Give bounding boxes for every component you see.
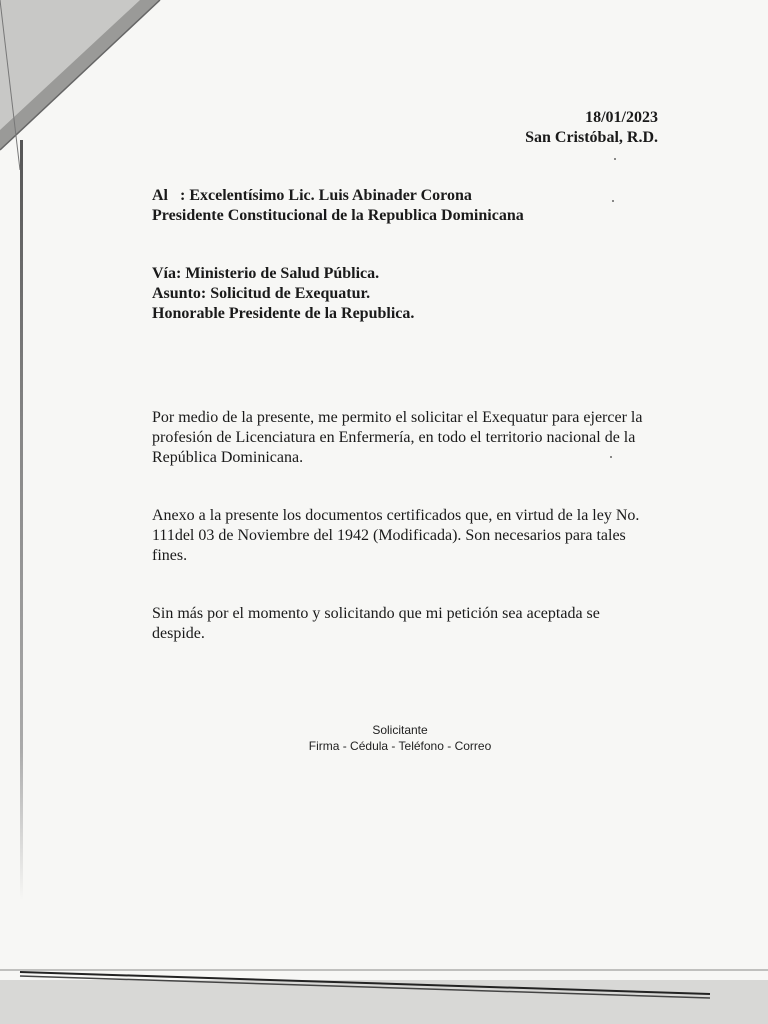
recipient-label: Al [152,187,168,204]
paragraph-line: Sin más por el momento y solicitando que mi petición sea aceptada se [152,605,600,622]
recipient-block [152,186,524,226]
recipient-line [152,186,524,206]
recipient-title: Presidente Constitucional de la Republica Dominicana [152,207,524,224]
letter-location: San Cristóbal, R.D. [525,129,658,146]
body-paragraph-1 [152,408,662,468]
folded-corner-artifact [0,0,200,170]
signature-title: Solicitante [372,723,428,737]
signature-block [250,722,550,754]
recipient-name: : Excelentísimo Lic. Luis Abinader Corona [180,187,472,204]
via-line: Vía: Ministerio de Salud Pública. [152,265,380,282]
salutation: Honorable Presidente de la Republica. [152,305,415,322]
paragraph-line: fines. [152,547,188,564]
paragraph-line: Por medio de la presente, me permito el solicitar el Exequatur para ejercer la [152,409,643,426]
subject-line: Asunto: Solicitud de Exequatur. [152,285,371,302]
body-paragraph-2 [152,506,662,566]
letter-date: 18/01/2023 [585,109,658,126]
signature-fields: Firma - Cédula - Teléfono - Correo [308,739,492,753]
subject-block [152,264,414,324]
paragraph-line: Anexo a la presente los documentos certificados que, en virtud de la ley No. [152,507,640,524]
body-paragraph-3 [152,604,662,644]
paragraph-line: República Dominicana. [152,449,304,466]
paragraph-line: profesión de Licenciatura en Enfermería, en todo el territorio nacional de la [152,429,636,446]
scan-speck [612,200,614,202]
paragraph-line: despide. [152,625,205,642]
scan-bottom-edge [0,966,768,1024]
paragraph-line: 111del 03 de Noviembre del 1942 (Modificada). Son necesarios para tales [152,527,626,544]
scan-edge-line [20,140,23,900]
scan-speck [614,158,616,160]
